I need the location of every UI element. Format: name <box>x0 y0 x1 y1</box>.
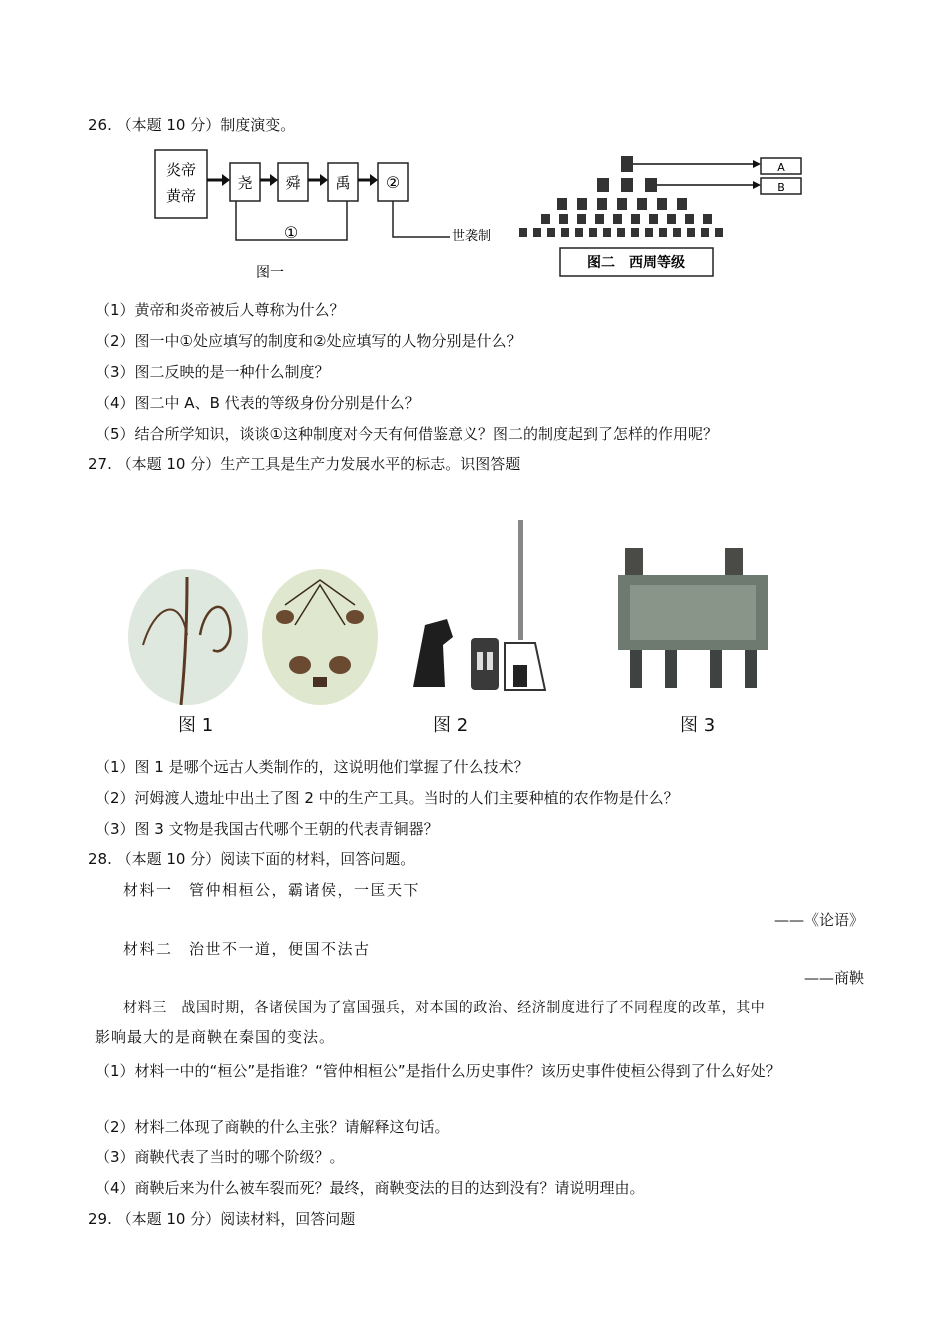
q26-header: 26. （本题 10 分）制度演变。 <box>88 116 296 134</box>
q27-sub-1: （1）图 1 是哪个远古人类制作的，这说明他们掌握了什么技术？ <box>95 758 529 776</box>
q26-sub-5: （5）结合所学知识，谈谈①这种制度对今天有何借鉴意义？图二的制度起到了怎样的作用呢？ <box>95 425 718 443</box>
box-shun-label: 舜 <box>285 174 301 192</box>
hereditary-label: 世袭制 <box>452 229 492 244</box>
material-2: 材料二 治世不一道，便国不法古 <box>123 940 371 958</box>
figure-2-hierarchy-pyramid <box>515 148 815 283</box>
box-yu-label: 禹 <box>335 174 351 192</box>
material-1-source: ——《论语》 <box>773 911 864 929</box>
material-1: 材料一 管仲相桓公，霸诸侯，一匡天下 <box>123 881 421 899</box>
q26-sub-4: （4）图二中 A、B 代表的等级身份分别是什么？ <box>95 394 420 412</box>
material-3-line-2: 影响最大的是商鞅在秦国的变法。 <box>95 1028 336 1046</box>
figure-1-flow-diagram <box>150 145 510 285</box>
q26-sub-1: （1）黄帝和炎帝被后人尊称为什么？ <box>95 301 345 319</box>
figure-1-caption: 图一 <box>256 265 284 281</box>
hereditary-line <box>393 201 450 237</box>
box-emperors-bottom: 黄帝 <box>165 187 197 205</box>
figure-1-bone-needle-ornaments <box>125 565 385 715</box>
box-emperors-top: 炎帝 <box>165 161 197 179</box>
q28-sub-3: （3）商鞅代表了当时的哪个阶级？。 <box>95 1148 345 1166</box>
figure-2-caption: 图二 西周等级 <box>587 255 685 271</box>
label-a: A <box>777 161 785 174</box>
material-2-source: ——商鞅 <box>803 969 864 987</box>
q27-sub-3: （3）图 3 文物是我国古代哪个王朝的代表青铜器？ <box>95 820 439 838</box>
q28-sub-2: （2）材料二体现了商鞅的什么主张？请解释这句话。 <box>95 1118 450 1136</box>
figure-3-bronze-ding <box>610 540 775 690</box>
figure-2-bone-plough <box>405 515 560 695</box>
material-3-line-1: 材料三 战国时期，各诸侯国为了富国强兵，对本国的政治、经济制度进行了不同程度的改革，其中 <box>123 1000 766 1016</box>
figure-2-caption: 图 2 <box>433 715 469 736</box>
figure-3-caption: 图 3 <box>680 715 716 736</box>
q28-header: 28. （本题 10 分）阅读下面的材料，回答问题。 <box>88 850 416 868</box>
q26-sub-2: （2）图一中①处应填写的制度和②处应填写的人物分别是什么？ <box>95 332 522 350</box>
box-circle-2-label: ② <box>385 173 401 192</box>
q27-sub-2: （2）河姆渡人遗址中出土了图 2 中的生产工具。当时的人们主要种植的农作物是什么？ <box>95 789 679 807</box>
figure-1-caption: 图 1 <box>178 715 214 736</box>
q27-header: 27. （本题 10 分）生产工具是生产力发展水平的标志。识图答题 <box>88 455 521 473</box>
q28-sub-1: （1）材料一中的“桓公”是指谁？“管仲相桓公”是指什么历史事件？该历史事件使桓公得到了什么好处？ <box>95 1062 781 1080</box>
box-yao-label: 尧 <box>237 174 253 192</box>
bracket-1-label: ① <box>283 223 299 242</box>
q26-sub-3: （3）图二反映的是一种什么制度？ <box>95 363 330 381</box>
label-b: B <box>777 181 785 194</box>
q29-header: 29. （本题 10 分）阅读材料，回答问题 <box>88 1210 356 1228</box>
q28-sub-4: （4）商鞅后来为什么被车裂而死？最终，商鞅变法的目的达到没有？请说明理由。 <box>95 1179 645 1197</box>
